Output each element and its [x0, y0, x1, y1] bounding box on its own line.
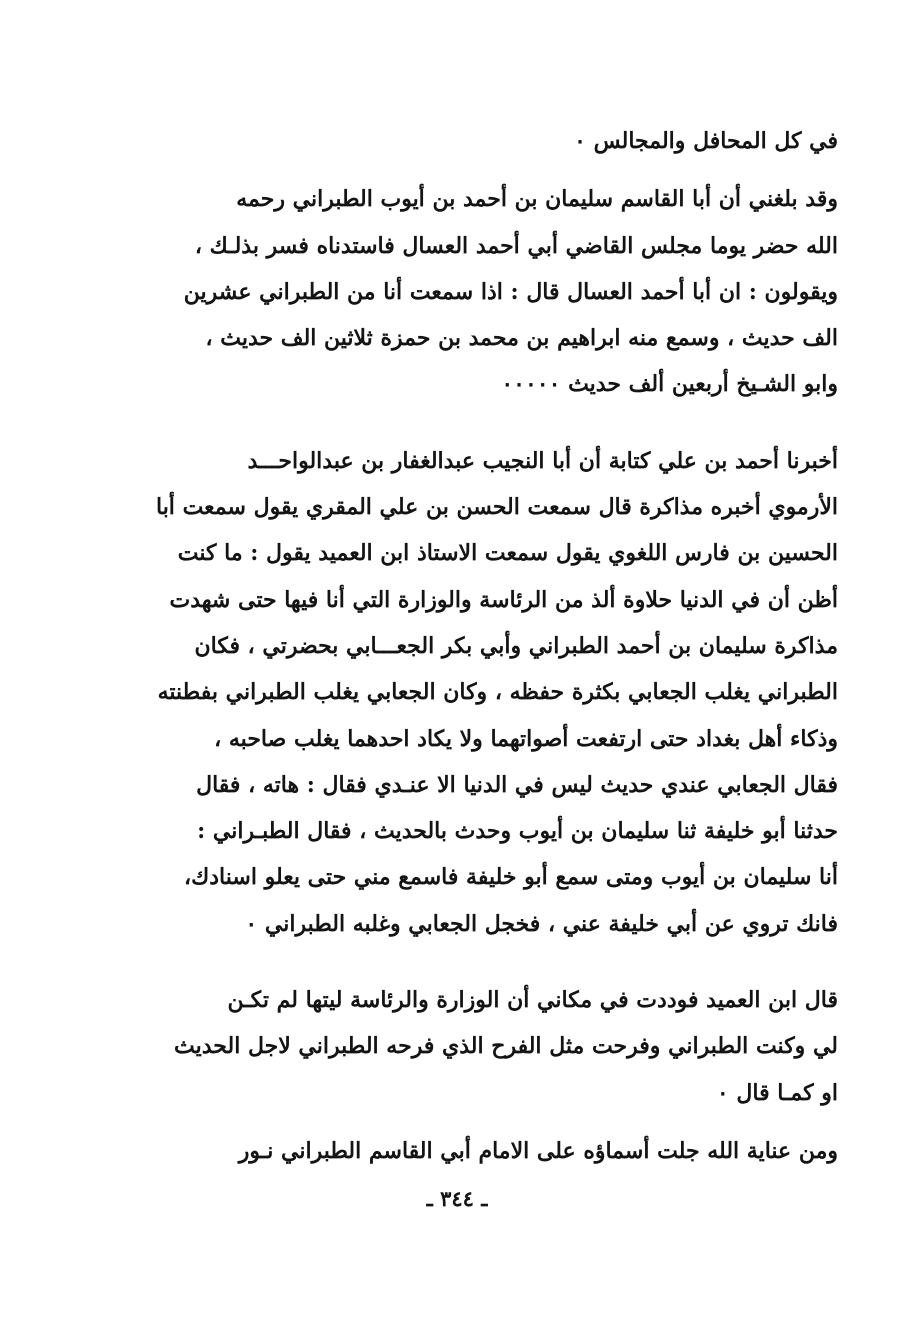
page-text	[128, 118, 838, 1174]
text-line: حدثنا أبو خليفة ثنا سليمان بن أيوب وحدث بالحديث ، فقال الطبـراني :	[197, 818, 838, 845]
text-line: وابو الشـيخ أربعين ألف حديث ٠٠٠٠٠	[501, 371, 838, 398]
text-line: فقال الجعابي عندي حديث ليس في الدنيا الا عنـدي فقال : هاته ، فقال	[196, 771, 838, 798]
paragraph-gap	[128, 947, 838, 977]
text-line: لي وكنت الطبراني وفرحت مثل الفرح الذي فرحه الطبراني لاجل الحديث	[174, 1033, 838, 1060]
paragraph-gap	[128, 1116, 838, 1128]
text-line: الله حضر يوما مجلس القاضي أبي أحمد العسال فاستدناه فسر بذلـك ،	[194, 232, 838, 259]
text-line: مذاكرة سليمان بن أحمد الطبراني وأبي بكر الجعـــابي بحضرتي ، فكان	[194, 632, 838, 659]
text-line: قال ابن العميد فوددت في مكاني أن الوزارة والرئاسة ليتها لم تكـن	[227, 987, 838, 1014]
text-line: وقد بلغني أن أبا القاسم سليمان بن أحمد بن أيوب الطبراني رحمه	[236, 186, 838, 213]
text-line: ومن عناية الله جلت أسماؤه على الامام أبي القاسم الطبراني نـور	[238, 1137, 838, 1164]
text-line: ويقولون : ان أبا أحمد العسال قال : اذا سمعت أنا من الطبراني عشرين	[183, 278, 838, 305]
text-line: الحسين بن فارس اللغوي يقول سمعت الاستاذ ابن العميد يقول : ما كنت	[177, 540, 838, 567]
text-line: في كل المحافل والمجالس ٠	[574, 128, 838, 154]
page-number: ـ ٣٤٤ ـ	[426, 1186, 488, 1211]
text-line: الف حديث ، وسمع منه ابراهيم بن محمد بن حمزة ثلاثين الف حديث ،	[205, 325, 838, 352]
text-line: أخبرنا أحمد بن علي كتابة أن أبا النجيب عبدالغفار بن عبدالواحـــد	[247, 447, 838, 474]
text-line: وذكاء أهل بغداد حتى ارتفعت أصواتهما ولا يكاد احدهما يغلب صاحبه ،	[214, 725, 838, 752]
text-line: الأرموي أخبره مذاكرة قال سمعت الحسن بن علي المقري يقول سمعت أبا	[155, 494, 838, 521]
paragraph-gap	[128, 164, 838, 176]
text-line: فانك تروي عن أبي خليفة عني ، فخجل الجعابي وغلبه الطبراني ٠	[245, 910, 838, 937]
text-line: أنا سليمان بن أيوب ومتى سمع أبو خليفة فاسمع مني حتى يعلو اسنادك،	[184, 864, 838, 891]
text-line: او كمـا قال ٠	[716, 1079, 838, 1106]
paragraph-gap	[128, 408, 838, 438]
text-line: أظن أن في الدنيا حلاوة ألذ من الرئاسة والوزارة التي أنا فيها حتى شهدت	[169, 586, 838, 613]
text-line: الطبراني يغلب الجعابي بكثرة حفظه ، وكان الجعابي يغلب الطبراني بفطنته	[157, 679, 838, 706]
